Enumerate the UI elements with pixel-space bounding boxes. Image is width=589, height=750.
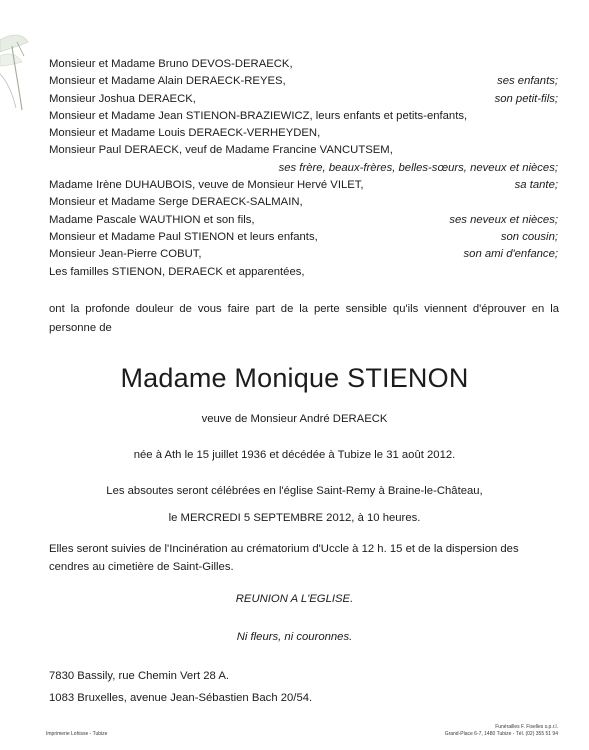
family-relation: ses neveux et nièces; [449, 213, 558, 226]
family-member: Monsieur et Madame Serge DERAECK-SALMAIN, [49, 196, 303, 209]
cremation-text: Elles seront suivies de l'Incinération au crématorium d'Uccle à 12 h. 15 et de la dispersion des cendres au cimetière de Saint-Gilles. [49, 543, 519, 573]
family-member: Monsieur et Madame Louis DERAECK-VERHEYDEN, [49, 127, 321, 140]
funeral-home-name: Funérailles F. Fiselles s.p.r.l. [495, 724, 558, 730]
deceased-name: Madame Monique STIENON [120, 363, 469, 393]
family-list [49, 56, 558, 281]
reunion-note: REUNION A L'EGLISE. [235, 593, 354, 605]
family-row [49, 56, 558, 73]
family-row [49, 142, 558, 159]
family-member: Monsieur et Madame Jean STIENON-BRAZIEWICZ, leurs enfants et petits-enfants, [49, 109, 468, 122]
family-relation: son ami d'enfance; [463, 248, 558, 261]
family-row [49, 125, 558, 142]
family-member: Madame Irène DUHAUBOIS, veuve de Monsieur Hervé VILET, [49, 179, 364, 192]
family-row [49, 91, 558, 108]
family-member: Monsieur Paul DERAECK, veuf de Madame Francine VANCUTSEM, [49, 144, 393, 157]
ceremony-line-1: Les absoutes seront célébrées en l'église Saint-Remy à Braine-le-Château, [106, 485, 483, 497]
family-row [49, 160, 558, 177]
family-relation: son petit-fils; [494, 92, 558, 105]
family-member: Monsieur Joshua DERAECK, [49, 92, 196, 105]
family-member: Monsieur et Madame Bruno DEVOS-DERAECK, [49, 58, 293, 70]
family-member: Monsieur Jean-Pierre COBUT, [49, 248, 202, 261]
family-row [49, 177, 558, 194]
ceremony-line-2: le MERCREDI 5 SEPTEMBRE 2012, à 10 heures. [168, 512, 421, 524]
family-relation: sa tante; [514, 179, 558, 192]
family-relation: son cousin; [500, 230, 558, 243]
family-row [49, 229, 558, 246]
family-relation: ses enfants; [497, 75, 558, 88]
birth-death-dates: née à Ath le 15 juillet 1936 et décédée à Tubize le 31 août 2012. [133, 449, 456, 461]
no-flowers-note: Ni fleurs, ni couronnes. [236, 631, 353, 643]
family-member: Madame Pascale WAUTHION et son fils, [49, 213, 255, 226]
family-row [49, 194, 558, 211]
family-member: Les familles STIENON, DERAECK et apparentées, [49, 265, 305, 278]
family-row [49, 73, 558, 90]
family-row [49, 246, 558, 263]
family-relation: ses frère, beaux-frères, belles-sœurs, neveux et nièces; [278, 161, 558, 174]
address-1: 7830 Bassily, rue Chemin Vert 28 A. [49, 670, 230, 682]
intro-text: ont la profonde douleur de vous faire part de la perte sensible qu'ils viennent d'éprouver en la personne de [49, 303, 559, 334]
widow-of: veuve de Monsieur André DERAECK [201, 413, 388, 425]
family-row [49, 108, 558, 125]
funeral-home-address: Grand-Place 6-7, 1480 Tubize - Tél. (02) 355 51 94 [444, 731, 558, 737]
address-2: 1083 Bruxelles, avenue Jean-Sébastien Bach 20/54. [49, 692, 313, 704]
family-member: Monsieur et Madame Alain DERAECK-REYES, [49, 75, 286, 88]
family-row [49, 264, 558, 281]
printer-credit: Imprimerie Lohisse - Tubize [46, 731, 108, 737]
lily-flower-image [0, 22, 30, 112]
family-member: Monsieur et Madame Paul STIENON et leurs enfants, [49, 230, 318, 243]
family-row [49, 212, 558, 229]
